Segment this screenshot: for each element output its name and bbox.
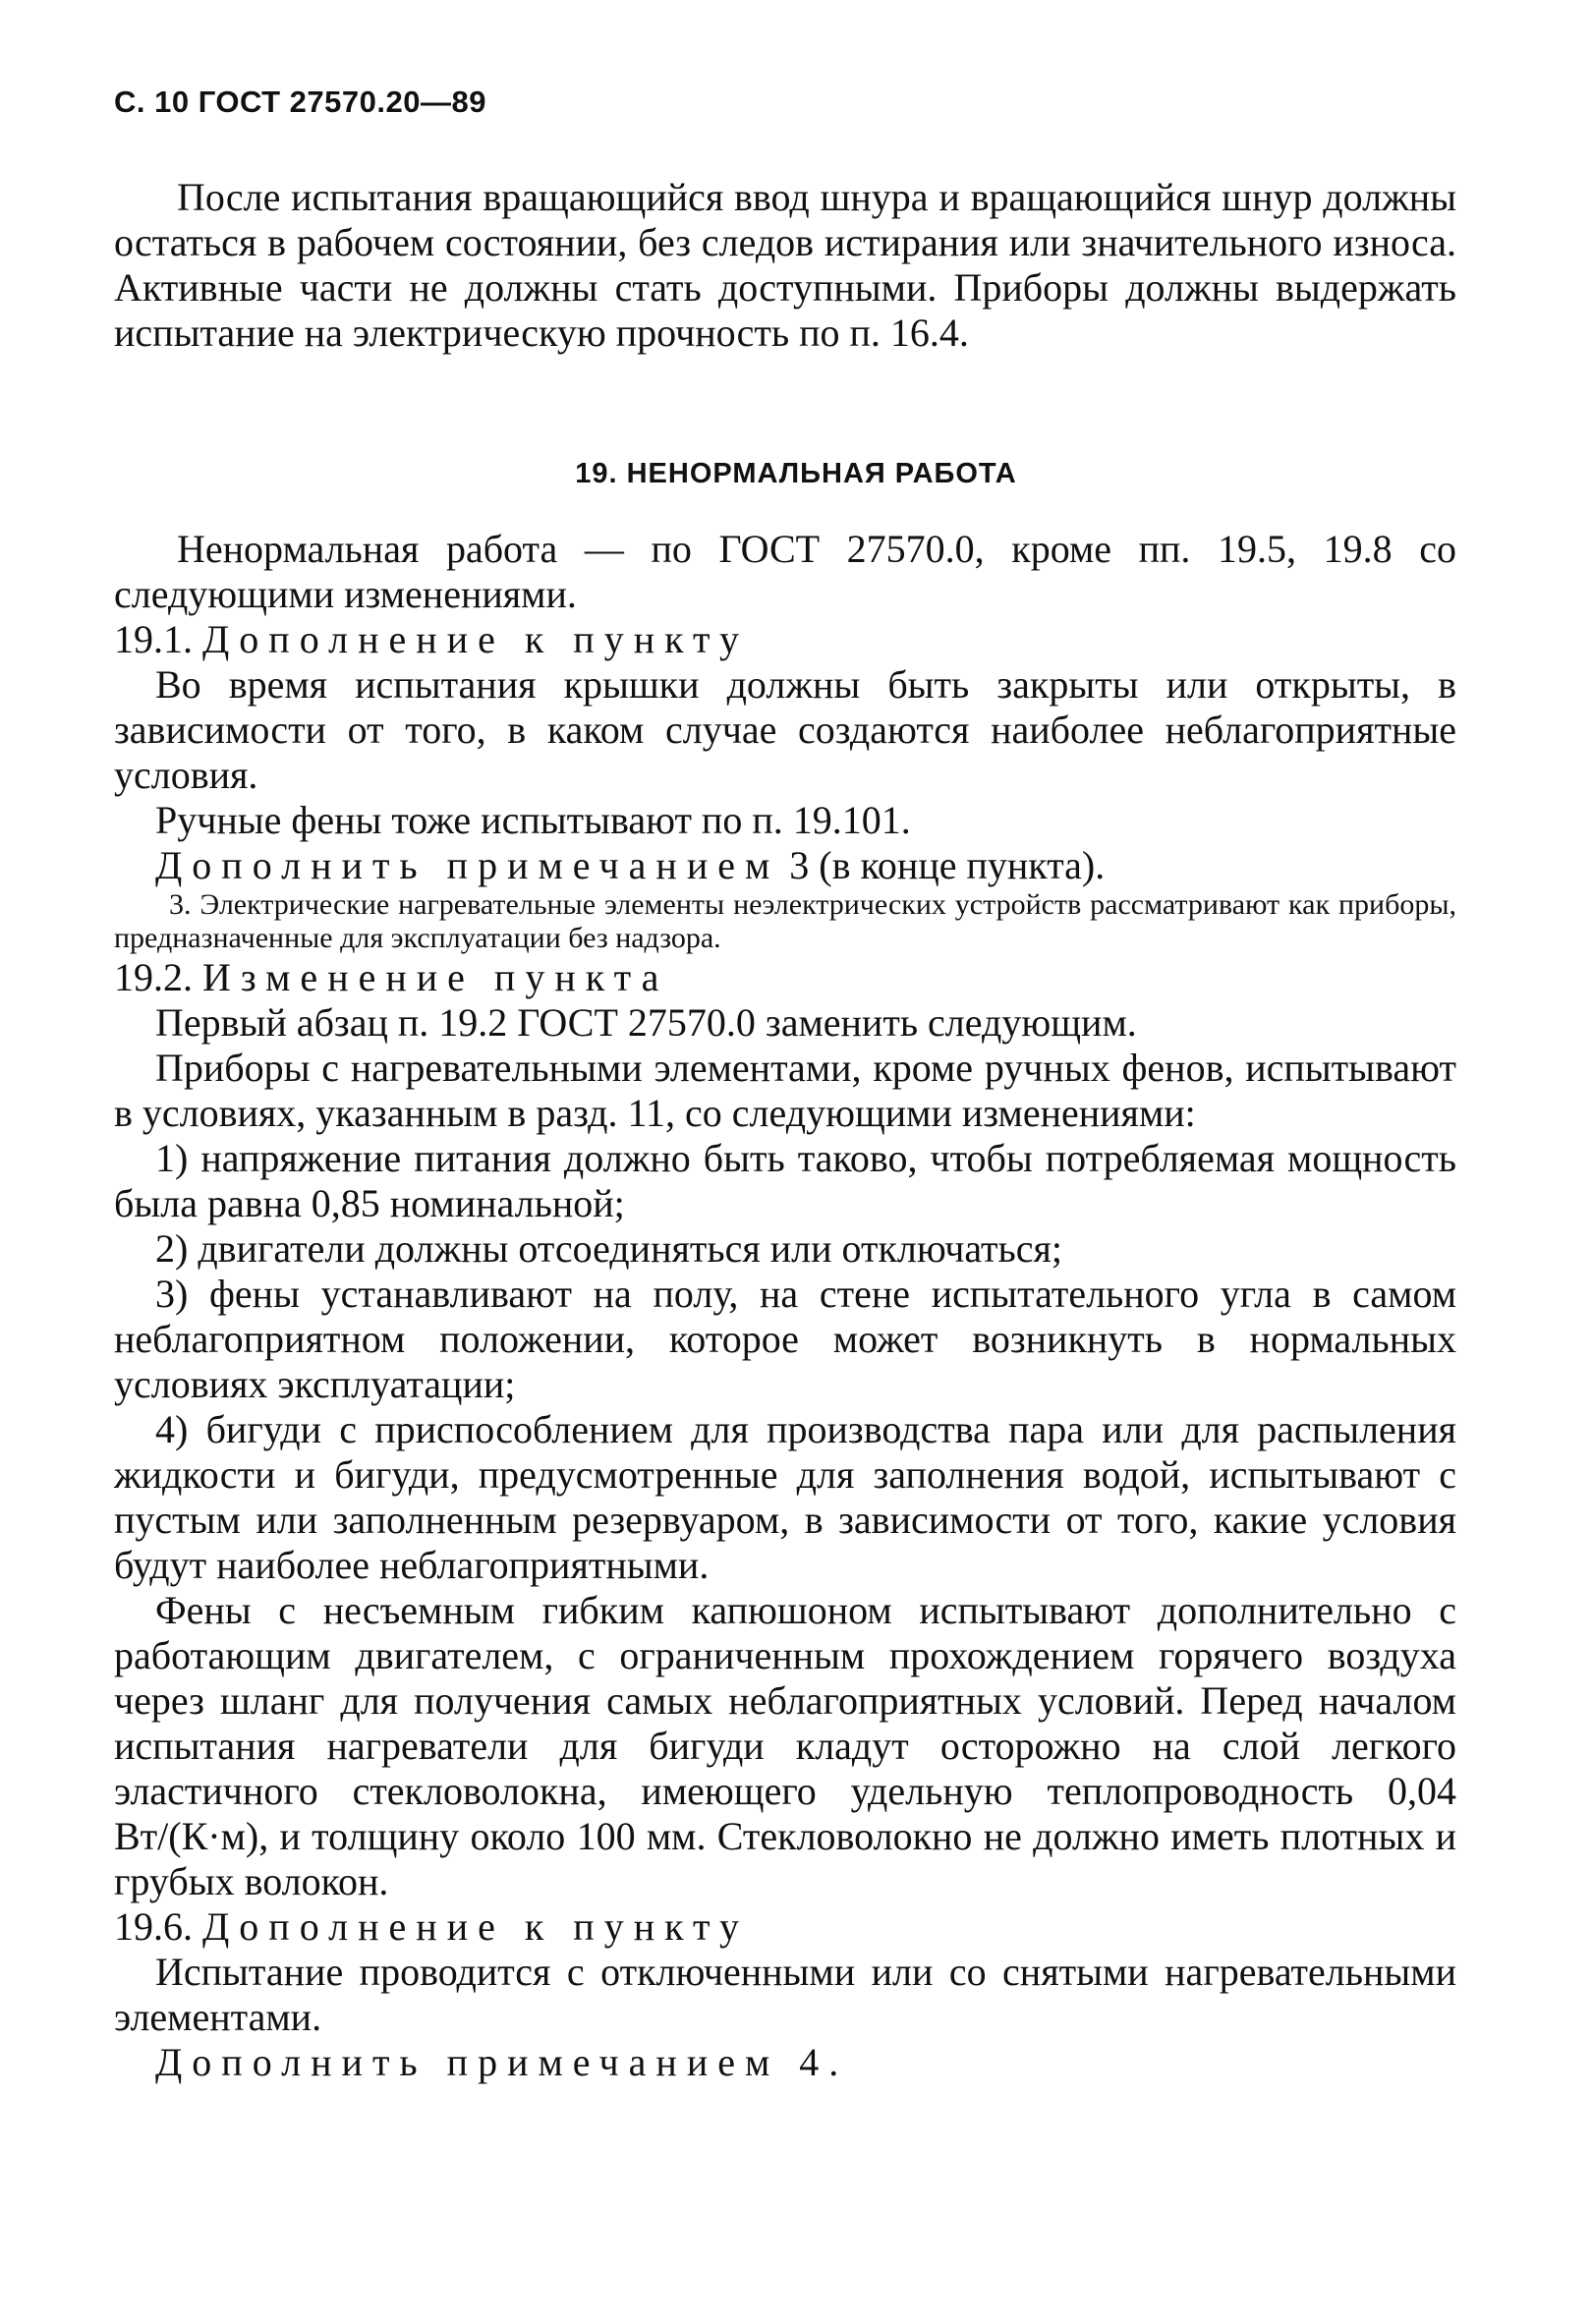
clause-19-2-text3: Фены с несъемным гибким капюшоном испытывают дополнительно с работающим двигателем, с ограниченным прохождением горячего воздуха через шланг для получения самых неблагоприятных условий. Перед началом испытания нагреватели для бигуди кладут осторожно на слой легкого эластичного стекловолокна, имеющего удельную теплопроводность 0,04 Вт/(К·м), и толщину около 100 мм. Стекловолокно не должно иметь плотных и грубых волокон. xyxy=(114,1588,1456,1903)
section-intro: Ненормальная работа — по ГОСТ 27570.0, кроме пп. 19.5, 19.8 со следующими изменениями. xyxy=(114,527,1456,616)
intro-paragraph: После испытания вращающийся ввод шнура и вращающийся шнур должны остаться в рабочем состоянии, без следов истирания или значительного износа. Активные части не должны стать доступными. Приборы должны выдержать испытание на электрическую прочность по п. 16.4. xyxy=(114,175,1456,355)
clause-number: 19.2. xyxy=(114,955,193,999)
list-item: 4) бигуди с приспособлением для производства пара или для распыления жидкости и бигуди, предусмотренные для заполнения водой, испытывают с пустым или заполненным резервуаром, в зависимости от того, какие условия будут наиболее неблагоприятными. xyxy=(114,1407,1456,1587)
clause-label: Дополнение к пункту xyxy=(202,1904,749,1949)
clause-19-1-text2: Ручные фены тоже испытывают по п. 19.101. xyxy=(155,798,911,842)
clause-19-1-heading xyxy=(114,617,1456,662)
list-item: 3) фены устанавливают на полу, на стене испытательного угла в самом неблагоприятном положении, которое может возникнуть в нормальных условиях эксплуатации; xyxy=(114,1272,1456,1406)
intro-block xyxy=(114,175,1456,356)
clause-label: Изменение пункта xyxy=(202,955,669,999)
clause-number: 19.6. xyxy=(114,1904,193,1949)
section-body xyxy=(114,527,1456,2085)
list-item: 1) напряжение питания должно быть таково, чтобы потребляемая мощность была равна 0,85 номинальной; xyxy=(114,1136,1456,1225)
clause-19-6-heading xyxy=(114,1904,1456,1950)
note-instruction-spaced: Дополнить примечанием xyxy=(155,843,780,887)
clause-19-1-note: 3. Электрические нагревательные элементы неэлектрических устройств рассматривают как приборы, предназначенные для эксплуатации без надзора. xyxy=(114,888,1456,954)
clause-19-1-text1: Во время испытания крышки должны быть закрыты или открыты, в зависимости от того, в каком случае создаются наиболее неблагоприятные условия. xyxy=(114,662,1456,797)
clause-19-2-text2: Приборы с нагревательными элементами, кроме ручных фенов, испытывают в условиях, указанным в разд. 11, со следующими изменениями: xyxy=(114,1046,1456,1135)
list-item: 2) двигатели должны отсоединяться или отключаться; xyxy=(155,1226,1063,1271)
clause-19-6-text1: Испытание проводится с отключенными или со снятыми нагревательными элементами. xyxy=(114,1950,1456,2039)
section-title: 19. НЕНОРМАЛЬНАЯ РАБОТА xyxy=(575,458,1017,489)
clause-19-1-note-instruction xyxy=(114,843,1456,888)
clause-19-6-note-instruction: Дополнить примечанием 4. xyxy=(155,2040,849,2084)
note-instruction-rest: 3 (в конце пункта). xyxy=(779,843,1106,887)
running-head: С. 10 ГОСТ 27570.20—89 xyxy=(114,85,486,119)
clause-number: 19.1. xyxy=(114,617,193,661)
clause-19-2-text1: Первый абзац п. 19.2 ГОСТ 27570.0 заменить следующим. xyxy=(155,1000,1137,1045)
clause-19-2-heading xyxy=(114,955,1456,1000)
clause-label: Дополнение к пункту xyxy=(202,617,749,661)
